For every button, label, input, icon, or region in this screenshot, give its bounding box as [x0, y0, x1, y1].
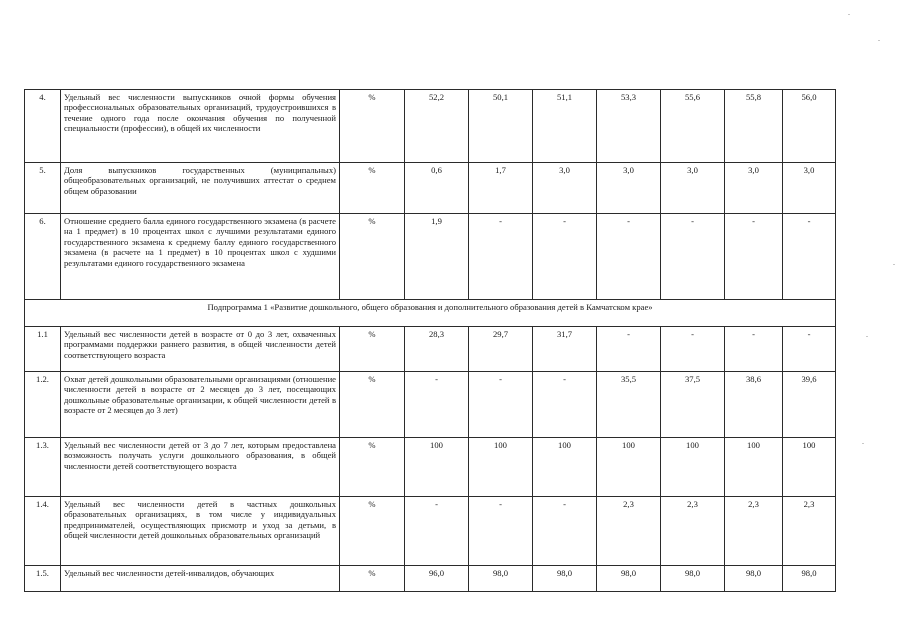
value-cell: 37,5: [661, 372, 725, 438]
value-cell: -: [469, 372, 533, 438]
row-number: 1.2.: [25, 372, 61, 438]
indicator-description: Удельный вес численности детей в частных дошкольных образовательных организациях, в том числе у индивидуальных предпринимателей, осуществляющих присмотр и уход за детьми, в общей численности детей дошкольных образовательных организаций: [61, 497, 340, 566]
value-cell: 0,6: [405, 163, 469, 214]
row-number: 1.3.: [25, 438, 61, 497]
value-cell: -: [469, 497, 533, 566]
value-cell: -: [783, 327, 836, 372]
indicator-description: Доля выпускников государственных (муниципальных) общеобразовательных организаций, не получивших аттестат о среднем общем образовании: [61, 163, 340, 214]
value-cell: -: [469, 214, 533, 300]
unit-cell: %: [340, 163, 405, 214]
unit-cell: %: [340, 90, 405, 163]
value-cell: 28,3: [405, 327, 469, 372]
value-cell: 2,3: [597, 497, 661, 566]
indicators-table: [24, 89, 836, 592]
value-cell: 31,7: [533, 327, 597, 372]
indicator-description: Удельный вес численности детей от 3 до 7 лет, которым предоставлена возможность получать услуги дошкольного образования, в общей численности детей соответствующего возраста: [61, 438, 340, 497]
unit-cell: %: [340, 214, 405, 300]
unit-cell: %: [340, 566, 405, 592]
value-cell: 2,3: [725, 497, 783, 566]
value-cell: 52,2: [405, 90, 469, 163]
row-number: 1.5.: [25, 566, 61, 592]
table-row: [25, 163, 836, 214]
value-cell: 55,8: [725, 90, 783, 163]
table-row: [25, 566, 836, 592]
value-cell: 1,9: [405, 214, 469, 300]
value-cell: 100: [661, 438, 725, 497]
value-cell: 100: [405, 438, 469, 497]
row-number: 4.: [25, 90, 61, 163]
value-cell: 38,6: [725, 372, 783, 438]
value-cell: 51,1: [533, 90, 597, 163]
scan-speck: [866, 336, 868, 337]
unit-cell: %: [340, 438, 405, 497]
value-cell: -: [725, 327, 783, 372]
value-cell: 98,0: [725, 566, 783, 592]
value-cell: 1,7: [469, 163, 533, 214]
value-cell: -: [725, 214, 783, 300]
value-cell: 3,0: [725, 163, 783, 214]
unit-cell: %: [340, 327, 405, 372]
row-number: 1.1: [25, 327, 61, 372]
unit-cell: %: [340, 372, 405, 438]
value-cell: 50,1: [469, 90, 533, 163]
value-cell: 2,3: [783, 497, 836, 566]
value-cell: -: [533, 214, 597, 300]
indicator-description: Удельный вес численности детей в возрасте от 0 до 3 лет, охваченных программами поддержки раннего развития, в общей численности детей соответствующего возраста: [61, 327, 340, 372]
scan-speck: [848, 14, 850, 15]
value-cell: 56,0: [783, 90, 836, 163]
value-cell: 2,3: [661, 497, 725, 566]
value-cell: 3,0: [533, 163, 597, 214]
value-cell: -: [533, 372, 597, 438]
unit-cell: %: [340, 497, 405, 566]
value-cell: 100: [725, 438, 783, 497]
indicator-description: Удельный вес численности выпускников очной формы обучения профессиональных образовательных организаций, трудоустроившихся в течение одного года после окончания обучения по полученной специальности (профессии), в общей их численности: [61, 90, 340, 163]
value-cell: -: [661, 327, 725, 372]
value-cell: 100: [597, 438, 661, 497]
value-cell: 39,6: [783, 372, 836, 438]
table-row: [25, 497, 836, 566]
value-cell: 98,0: [597, 566, 661, 592]
value-cell: 3,0: [597, 163, 661, 214]
value-cell: -: [533, 497, 597, 566]
row-number: 5.: [25, 163, 61, 214]
value-cell: -: [405, 497, 469, 566]
indicator-description: Охват детей дошкольными образовательными организациями (отношение численности детей в возрасте от 2 месяцев до 3 лет, посещающих дошкольные образовательные организации, к общей численности детей в возрасте от 2 месяцев до 3 лет): [61, 372, 340, 438]
value-cell: 100: [783, 438, 836, 497]
value-cell: 35,5: [597, 372, 661, 438]
value-cell: 29,7: [469, 327, 533, 372]
scan-speck: [862, 443, 864, 444]
value-cell: -: [661, 214, 725, 300]
value-cell: 3,0: [661, 163, 725, 214]
value-cell: 96,0: [405, 566, 469, 592]
value-cell: -: [597, 327, 661, 372]
value-cell: 100: [533, 438, 597, 497]
table-row: [25, 438, 836, 497]
value-cell: 55,6: [661, 90, 725, 163]
value-cell: -: [783, 214, 836, 300]
indicator-description: Удельный вес численности детей-инвалидов, обучающих: [61, 566, 340, 592]
value-cell: 98,0: [783, 566, 836, 592]
table-row: [25, 90, 836, 163]
value-cell: -: [405, 372, 469, 438]
table-row: [25, 327, 836, 372]
subprogram-title: Подпрограмма 1 «Развитие дошкольного, общего образования и дополнительного образования детей в Камчатском крае»: [25, 300, 836, 327]
scan-speck: [878, 40, 880, 41]
table-row: [25, 372, 836, 438]
value-cell: -: [597, 214, 661, 300]
value-cell: 53,3: [597, 90, 661, 163]
table-row: [25, 214, 836, 300]
indicator-description: Отношение среднего балла единого государственного экзамена (в расчете на 1 предмет) в 10 процентах школ с лучшими результатами единого государственного экзамена к среднему баллу единого государственного экзамена (в расчете на 1 предмет) в 10 процентах школ с худшими результатами единого государственного экзамена: [61, 214, 340, 300]
value-cell: 98,0: [533, 566, 597, 592]
row-number: 6.: [25, 214, 61, 300]
scan-speck: [893, 264, 895, 265]
value-cell: 3,0: [783, 163, 836, 214]
subprogram-row: [25, 300, 836, 327]
value-cell: 98,0: [469, 566, 533, 592]
value-cell: 98,0: [661, 566, 725, 592]
row-number: 1.4.: [25, 497, 61, 566]
value-cell: 100: [469, 438, 533, 497]
